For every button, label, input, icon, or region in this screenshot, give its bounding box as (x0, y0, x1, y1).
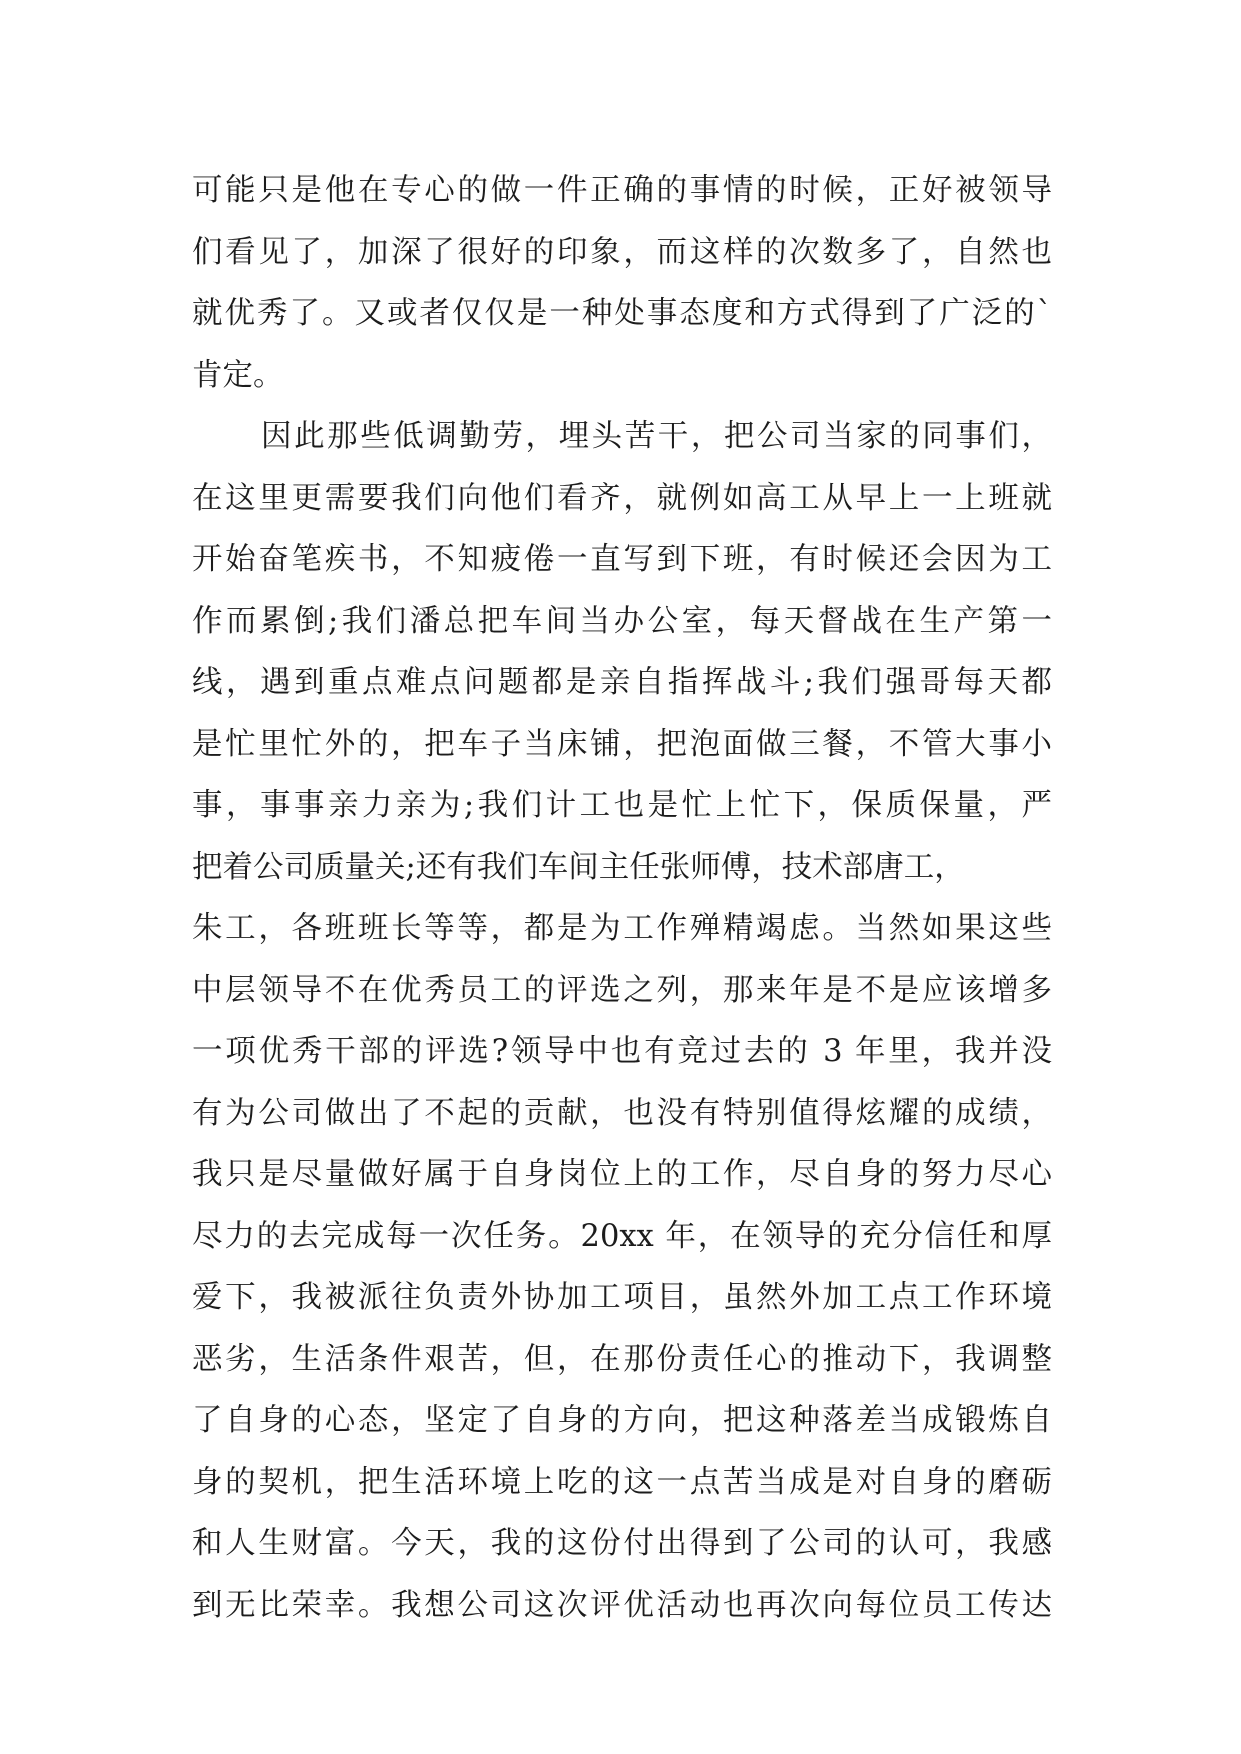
text-line: 事，事事亲力亲为;我们计工也是忙上忙下，保质保量，严 (192, 788, 1052, 823)
text-line: 开始奋笔疾书，不知疲倦一直写到下班，有时候还会因为工 (192, 542, 1052, 577)
text-line: 们看见了，加深了很好的印象，而这样的次数多了，自然也 (192, 234, 1052, 270)
text-line: 线，遇到重点难点问题都是亲自指挥战斗;我们强哥每天都 (192, 665, 1052, 700)
text-line: 有为公司做出了不起的贡献，也没有特别值得炫耀的成绩， (192, 1095, 1052, 1131)
text-line: 是忙里忙外的，把车子当床铺，把泡面做三餐，不管大事小 (192, 726, 1052, 762)
text-line: 到无比荣幸。我想公司这次评优活动也再次向每位员工传达 (192, 1587, 1052, 1623)
text-line: 因此那些低调勤劳，埋头苦干，把公司当家的同事们， (261, 419, 1052, 454)
text-line: 和人生财富。今天，我的这份付出得到了公司的认可，我感 (192, 1526, 1052, 1561)
text-line: 在这里更需要我们向他们看齐，就例如高工从早上一上班就 (192, 480, 1052, 516)
text-line: 了自身的心态，坚定了自身的方向，把这种落差当成锻炼自 (192, 1403, 1052, 1438)
text-line: 中层领导不在优秀员工的评选之列，那来年是不是应该增多 (192, 972, 1052, 1008)
text-line: 身的契机，把生活环境上吃的这一点苦当成是对自身的磨砺 (192, 1464, 1052, 1500)
text-line: 恶劣，生活条件艰苦，但，在那份责任心的推动下，我调整 (192, 1341, 1052, 1377)
text-line: 把着公司质量关;还有我们车间主任张师傅，技术部唐工， (192, 849, 965, 885)
text-line: 我只是尽量做好属于自身岗位上的工作，尽自身的努力尽心 (192, 1157, 1052, 1192)
document-body (192, 160, 1052, 1636)
text-line: 一项优秀干部的评选?领导中也有竞过去的 3 年里，我并没 (192, 1034, 1052, 1069)
text-line: 肯定。 (192, 357, 284, 393)
text-line: 就优秀了。又或者仅仅是一种处事态度和方式得到了广泛的` (192, 296, 1052, 331)
text-line: 朱工，各班班长等等，都是为工作殚精竭虑。当然如果这些 (192, 911, 1052, 946)
text-line: 尽力的去完成每一次任务。20xx 年，在领导的充分信任和厚 (192, 1218, 1052, 1254)
text-line: 作而累倒;我们潘总把车间当办公室，每天督战在生产第一 (192, 603, 1052, 639)
text-line: 可能只是他在专心的做一件正确的事情的时候，正好被领导 (192, 173, 1052, 208)
text-line: 爱下，我被派往负责外协加工项目，虽然外加工点工作环境 (192, 1280, 1052, 1315)
